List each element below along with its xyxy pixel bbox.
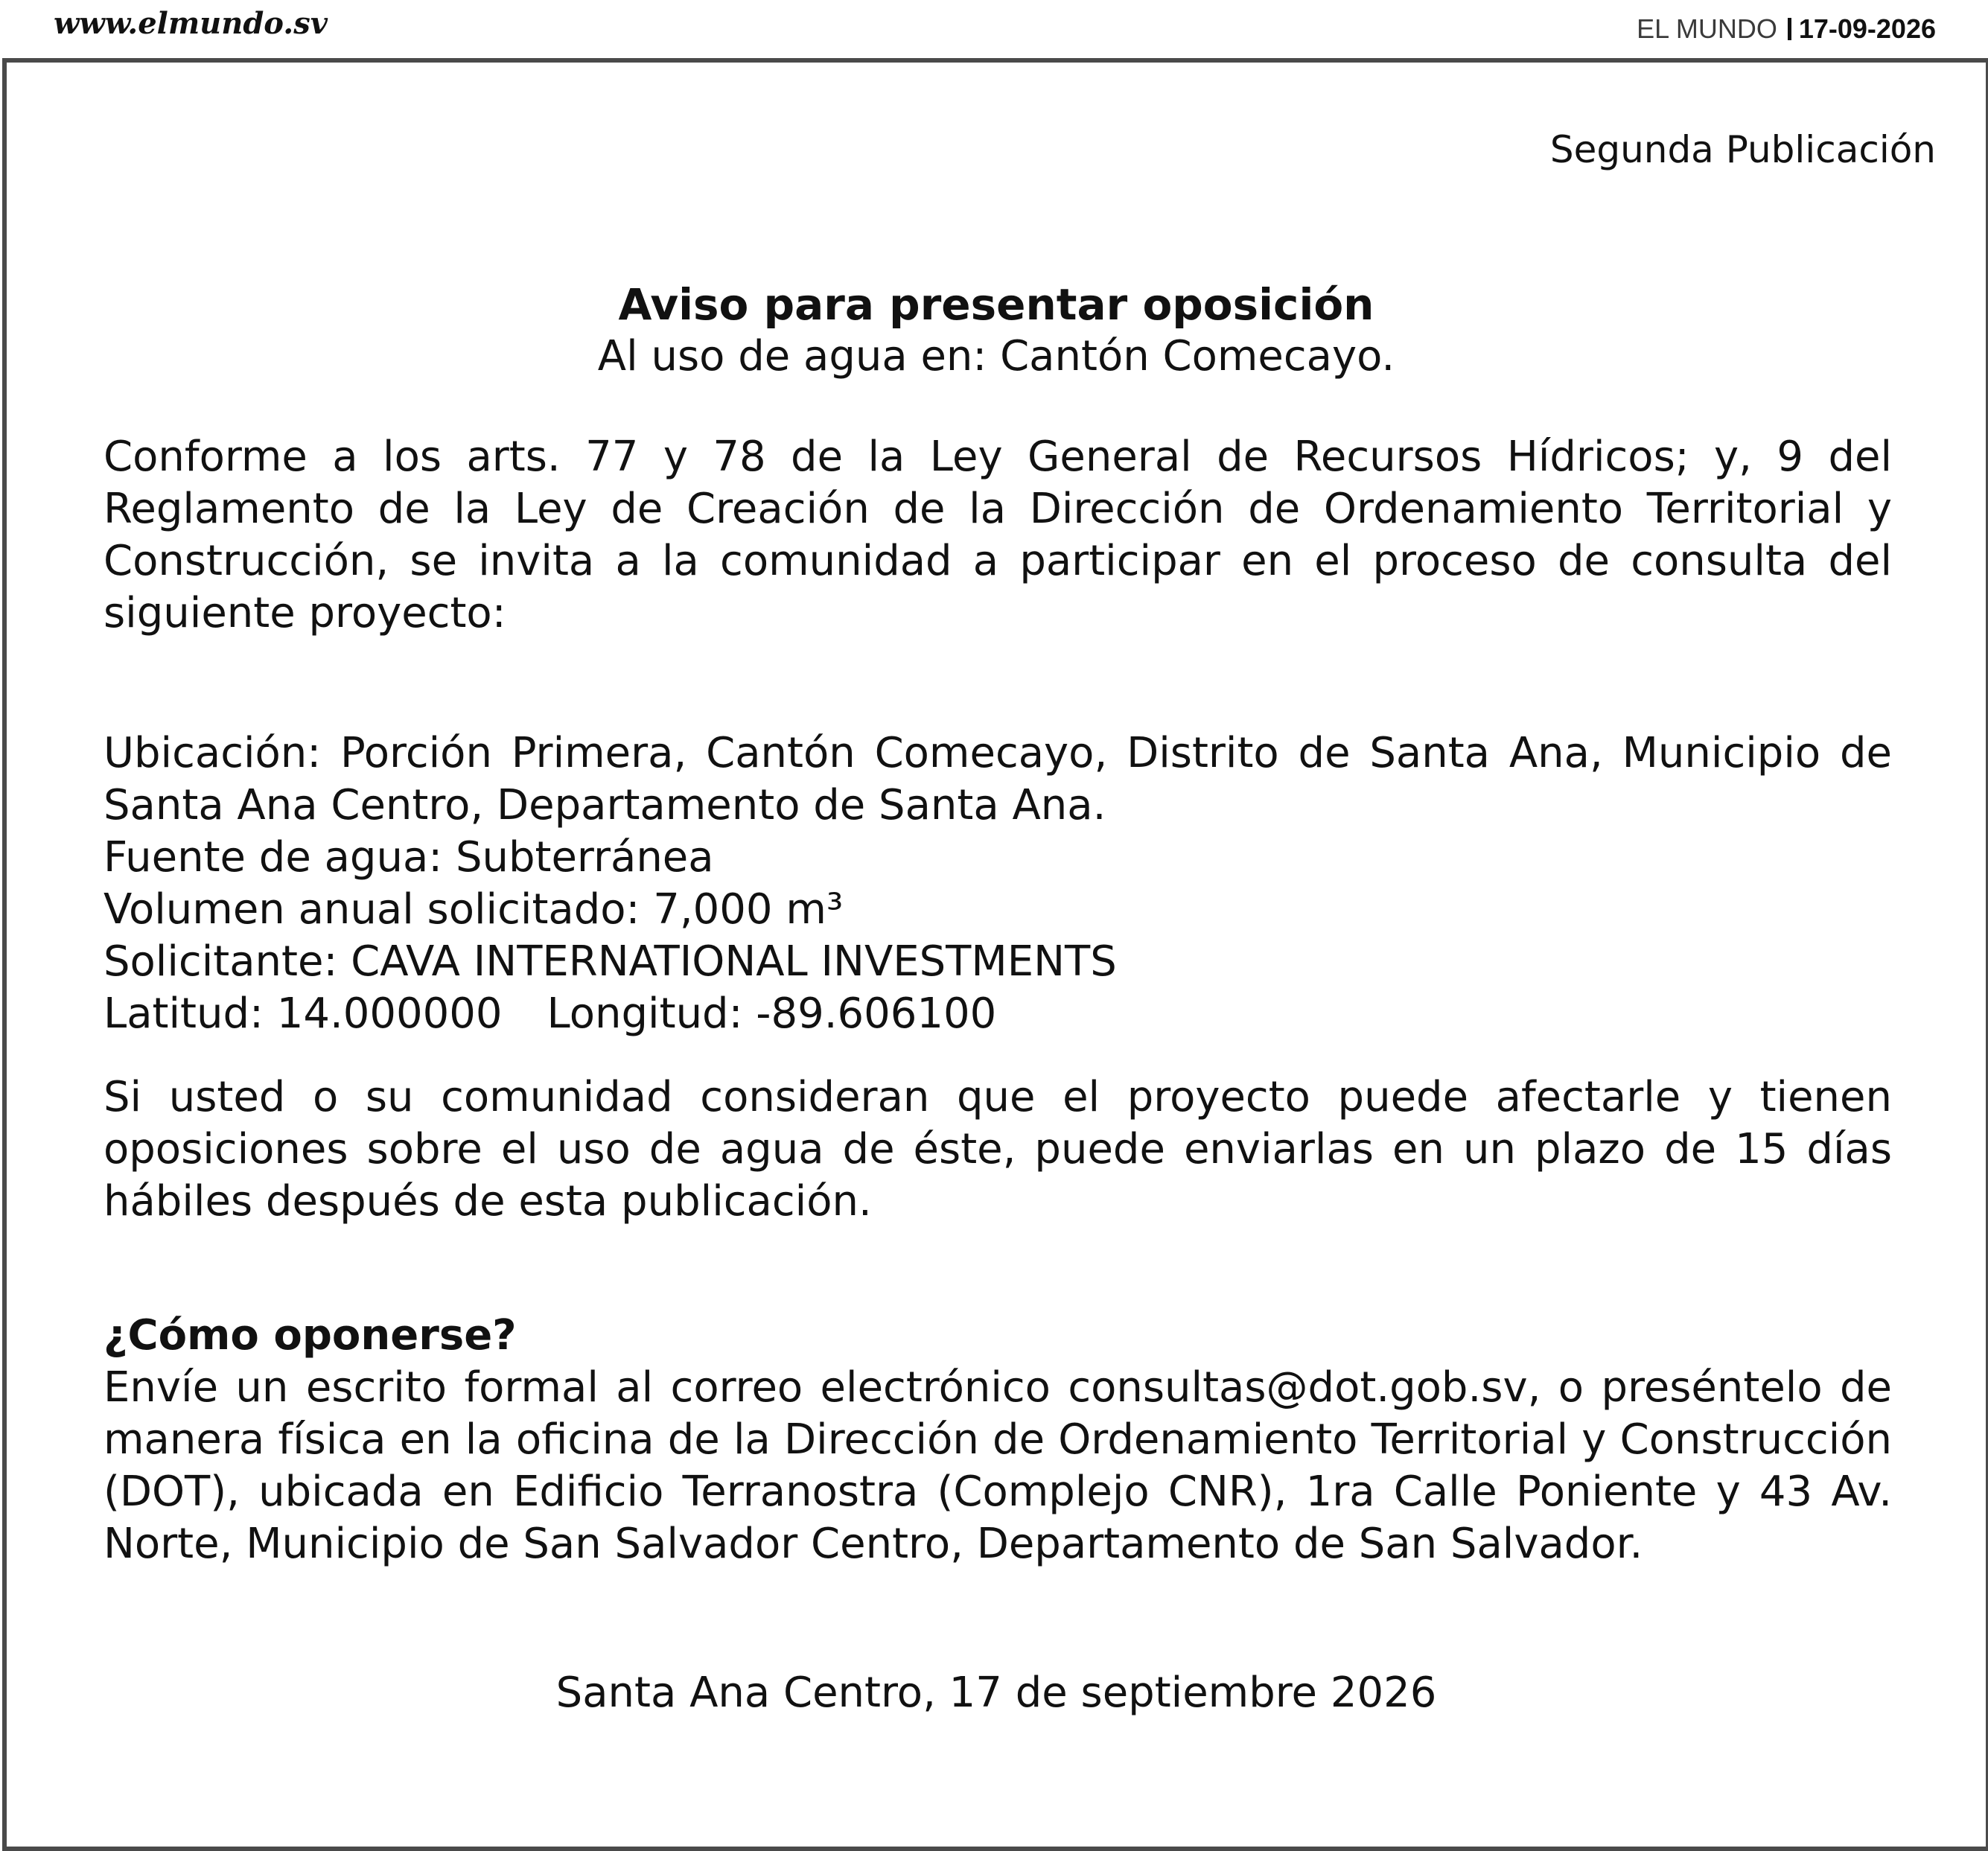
masthead <box>1637 13 1936 45</box>
objection-paragraph: Si usted o su comunidad consideran que el proyecto puede afectarle y tienen oposiciones sobre el uso de agua de éste, puede enviarlas en un plazo de 15 días hábiles después de esta publicación. <box>103 1073 1892 1226</box>
longitude: Longitud: -89.606100 <box>547 990 997 1038</box>
notice-title: Aviso para presentar oposición <box>618 279 1374 330</box>
edition-label: Segunda Publicación <box>1549 128 1936 171</box>
intro-paragraph: Conforme a los arts. 77 y 78 de la Ley General de Recursos Hídricos; y, 9 del Reglamento de la Ley de Creación de la Dirección de Ordenamiento Territorial y Construcción, se invita a la comunidad a participar en el proceso de consulta del siguiente proyecto: <box>103 433 1892 637</box>
site-url: www.elmundo.sv <box>54 6 328 41</box>
howto-section <box>103 1310 1892 1570</box>
applicant-line: Solicitante: CAVA INTERNATIONAL INVESTMENTS <box>103 937 1117 986</box>
project-details <box>103 727 1892 1040</box>
annual-volume-line: Volumen anual solicitado: 7,000 m³ <box>103 885 844 934</box>
notice-subtitle: Al uso de agua en: Cantón Comecayo. <box>597 332 1395 380</box>
notice-frame <box>2 58 1988 1851</box>
masthead-separator <box>1788 18 1791 40</box>
publication-name: EL MUNDO <box>1637 13 1777 44</box>
coordinates-line <box>103 988 1892 1040</box>
latitude: Latitud: 14.000000 <box>103 990 503 1038</box>
page-header <box>0 0 1988 58</box>
location-line: Ubicación: Porción Primera, Cantón Comecayo, Distrito de Santa Ana, Municipio de Santa Ana Centro, Departamento de Santa Ana. <box>103 729 1892 829</box>
closing-line: Santa Ana Centro, 17 de septiembre 2026 <box>555 1669 1437 1717</box>
howto-heading: ¿Cómo oponerse? <box>103 1311 517 1360</box>
notice-title-block <box>7 278 1986 383</box>
publication-date: 17-09-2026 <box>1798 13 1936 44</box>
water-source-line: Fuente de agua: Subterránea <box>103 833 714 882</box>
howto-paragraph: Envíe un escrito formal al correo electrónico consultas@dot.gob.sv, o preséntelo de manera física en la oficina de la Dirección de Ordenamiento Territorial y Construcción (DOT), ubicada en Edificio Terranostra (Complejo CNR), 1ra Calle Poniente y 43 Av. Norte, Municipio de San Salvador Centro, Departamento de San Salvador. <box>103 1363 1892 1568</box>
